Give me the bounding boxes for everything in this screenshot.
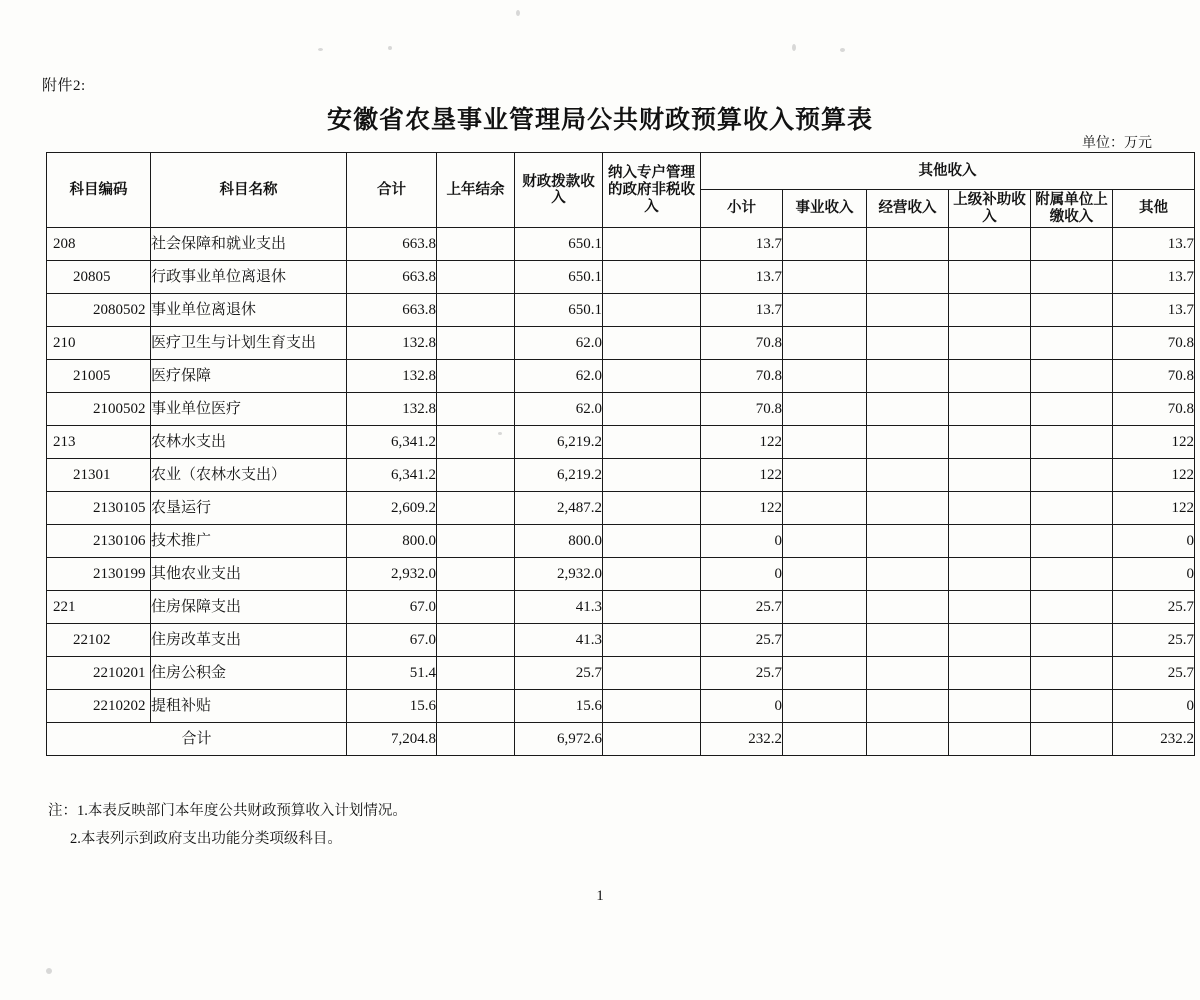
cell-nontax (603, 492, 701, 525)
cell-code: 21005 (47, 360, 151, 393)
cell-total: 663.8 (347, 261, 437, 294)
scan-speckle (388, 46, 392, 50)
cell-code: 208 (47, 228, 151, 261)
cell-subtotal: 25.7 (701, 624, 783, 657)
cell-nontax (603, 393, 701, 426)
cell-other: 122 (1113, 492, 1195, 525)
cell-career-income (783, 558, 867, 591)
table-row (47, 657, 1195, 690)
cell-operating-income (867, 657, 949, 690)
cell-total-career-income (783, 723, 867, 756)
scan-speckle (46, 968, 52, 974)
cell-attached-unit (1031, 558, 1113, 591)
cell-total-attached-unit (1031, 723, 1113, 756)
cell-name: 农林水支出 (151, 426, 347, 459)
scan-speckle (516, 10, 520, 16)
cell-subtotal: 122 (701, 459, 783, 492)
cell-appropriation: 6,219.2 (515, 459, 603, 492)
cell-career-income (783, 591, 867, 624)
cell-total: 67.0 (347, 591, 437, 624)
cell-carryover (437, 657, 515, 690)
cell-upper-subsidy (949, 261, 1031, 294)
cell-operating-income (867, 426, 949, 459)
cell-subtotal: 13.7 (701, 261, 783, 294)
cell-operating-income (867, 624, 949, 657)
cell-name: 提租补贴 (151, 690, 347, 723)
cell-upper-subsidy (949, 690, 1031, 723)
cell-attached-unit (1031, 459, 1113, 492)
cell-other: 13.7 (1113, 228, 1195, 261)
cell-attached-unit (1031, 228, 1113, 261)
cell-operating-income (867, 492, 949, 525)
cell-operating-income (867, 525, 949, 558)
cell-career-income (783, 360, 867, 393)
page-title: 安徽省农垦事业管理局公共财政预算收入预算表 (326, 107, 873, 134)
cell-subtotal: 70.8 (701, 393, 783, 426)
cell-nontax (603, 591, 701, 624)
header-appropriation: 财政拨款收入 (515, 153, 603, 228)
cell-total-appropriation: 6,972.6 (515, 723, 603, 756)
cell-other: 0 (1113, 690, 1195, 723)
budget-table (46, 152, 1195, 756)
cell-operating-income (867, 558, 949, 591)
cell-career-income (783, 228, 867, 261)
cell-nontax (603, 228, 701, 261)
cell-name: 住房改革支出 (151, 624, 347, 657)
cell-total: 132.8 (347, 393, 437, 426)
cell-total-label: 合计 (47, 723, 347, 756)
table-row (47, 558, 1195, 591)
table-row (47, 525, 1195, 558)
table-row (47, 459, 1195, 492)
cell-other: 70.8 (1113, 327, 1195, 360)
cell-other: 70.8 (1113, 393, 1195, 426)
cell-carryover (437, 492, 515, 525)
cell-career-income (783, 657, 867, 690)
cell-career-income (783, 459, 867, 492)
cell-attached-unit (1031, 294, 1113, 327)
cell-name: 农业（农林水支出） (151, 459, 347, 492)
cell-career-income (783, 294, 867, 327)
cell-code: 2210201 (47, 657, 151, 690)
cell-upper-subsidy (949, 426, 1031, 459)
table-row (47, 261, 1195, 294)
cell-total: 132.8 (347, 327, 437, 360)
cell-nontax (603, 558, 701, 591)
table-row (47, 360, 1195, 393)
cell-carryover (437, 261, 515, 294)
cell-total: 663.8 (347, 228, 437, 261)
cell-total: 6,341.2 (347, 426, 437, 459)
cell-operating-income (867, 294, 949, 327)
cell-appropriation: 800.0 (515, 525, 603, 558)
cell-name: 住房保障支出 (151, 591, 347, 624)
cell-upper-subsidy (949, 525, 1031, 558)
cell-operating-income (867, 360, 949, 393)
cell-name: 技术推广 (151, 525, 347, 558)
cell-carryover (437, 426, 515, 459)
cell-nontax (603, 360, 701, 393)
budget-table-container (46, 152, 1195, 756)
cell-attached-unit (1031, 690, 1113, 723)
cell-carryover (437, 459, 515, 492)
cell-operating-income (867, 393, 949, 426)
cell-carryover (437, 360, 515, 393)
cell-code: 2130105 (47, 492, 151, 525)
cell-appropriation: 650.1 (515, 261, 603, 294)
cell-total: 67.0 (347, 624, 437, 657)
cell-name: 医疗保障 (151, 360, 347, 393)
scan-speckle (840, 48, 845, 52)
cell-career-income (783, 327, 867, 360)
cell-other: 122 (1113, 459, 1195, 492)
header-other-income-group: 其他收入 (701, 153, 1195, 190)
table-row (47, 492, 1195, 525)
cell-upper-subsidy (949, 558, 1031, 591)
cell-attached-unit (1031, 624, 1113, 657)
header-subtotal: 小计 (701, 190, 783, 228)
cell-career-income (783, 492, 867, 525)
header-attached-unit: 附属单位上缴收入 (1031, 190, 1113, 228)
cell-attached-unit (1031, 591, 1113, 624)
cell-upper-subsidy (949, 360, 1031, 393)
cell-code: 2100502 (47, 393, 151, 426)
cell-upper-subsidy (949, 327, 1031, 360)
cell-carryover (437, 690, 515, 723)
table-row (47, 228, 1195, 261)
cell-operating-income (867, 327, 949, 360)
cell-operating-income (867, 591, 949, 624)
cell-subtotal: 70.8 (701, 327, 783, 360)
cell-code: 2210202 (47, 690, 151, 723)
cell-appropriation: 62.0 (515, 393, 603, 426)
cell-subtotal: 0 (701, 690, 783, 723)
cell-subtotal: 25.7 (701, 657, 783, 690)
cell-nontax (603, 624, 701, 657)
cell-attached-unit (1031, 492, 1113, 525)
cell-nontax (603, 294, 701, 327)
table-row (47, 294, 1195, 327)
cell-nontax (603, 327, 701, 360)
cell-other: 25.7 (1113, 624, 1195, 657)
cell-code: 22102 (47, 624, 151, 657)
cell-operating-income (867, 690, 949, 723)
cell-subtotal: 0 (701, 525, 783, 558)
cell-other: 13.7 (1113, 261, 1195, 294)
cell-code: 221 (47, 591, 151, 624)
header-operating-income: 经营收入 (867, 190, 949, 228)
cell-name: 住房公积金 (151, 657, 347, 690)
cell-total: 2,609.2 (347, 492, 437, 525)
cell-total: 15.6 (347, 690, 437, 723)
cell-total-operating-income (867, 723, 949, 756)
cell-appropriation: 62.0 (515, 360, 603, 393)
header-other: 其他 (1113, 190, 1195, 228)
cell-other: 0 (1113, 558, 1195, 591)
table-total-row (47, 723, 1195, 756)
cell-career-income (783, 525, 867, 558)
cell-other: 13.7 (1113, 294, 1195, 327)
header-code: 科目编码 (47, 153, 151, 228)
cell-upper-subsidy (949, 591, 1031, 624)
cell-career-income (783, 690, 867, 723)
table-row (47, 426, 1195, 459)
cell-appropriation: 62.0 (515, 327, 603, 360)
cell-other: 25.7 (1113, 657, 1195, 690)
cell-total: 132.8 (347, 360, 437, 393)
header-career-income: 事业收入 (783, 190, 867, 228)
cell-upper-subsidy (949, 393, 1031, 426)
unit-note: 单位：万元 (1082, 136, 1152, 151)
cell-carryover (437, 624, 515, 657)
cell-other: 0 (1113, 525, 1195, 558)
cell-nontax (603, 426, 701, 459)
cell-career-income (783, 624, 867, 657)
cell-upper-subsidy (949, 492, 1031, 525)
header-total: 合计 (347, 153, 437, 228)
cell-code: 20805 (47, 261, 151, 294)
cell-carryover (437, 558, 515, 591)
cell-appropriation: 15.6 (515, 690, 603, 723)
table-row (47, 624, 1195, 657)
cell-appropriation: 41.3 (515, 591, 603, 624)
cell-appropriation: 25.7 (515, 657, 603, 690)
cell-attached-unit (1031, 426, 1113, 459)
cell-appropriation: 6,219.2 (515, 426, 603, 459)
cell-appropriation: 650.1 (515, 294, 603, 327)
cell-total: 2,932.0 (347, 558, 437, 591)
cell-carryover (437, 393, 515, 426)
cell-carryover (437, 327, 515, 360)
cell-nontax (603, 657, 701, 690)
cell-nontax (603, 261, 701, 294)
cell-subtotal: 0 (701, 558, 783, 591)
cell-career-income (783, 393, 867, 426)
cell-code: 210 (47, 327, 151, 360)
cell-total: 663.8 (347, 294, 437, 327)
cell-upper-subsidy (949, 459, 1031, 492)
cell-name: 行政事业单位离退休 (151, 261, 347, 294)
cell-total-total: 7,204.8 (347, 723, 437, 756)
cell-carryover (437, 228, 515, 261)
cell-attached-unit (1031, 360, 1113, 393)
cell-subtotal: 13.7 (701, 228, 783, 261)
table-body (47, 228, 1195, 756)
cell-code: 213 (47, 426, 151, 459)
cell-nontax (603, 690, 701, 723)
footnote-1: 注：1.本表反映部门本年度公共财政预算收入计划情况。 (48, 803, 407, 819)
header-upper-subsidy: 上级补助收入 (949, 190, 1031, 228)
cell-total-upper-subsidy (949, 723, 1031, 756)
cell-other: 70.8 (1113, 360, 1195, 393)
cell-subtotal: 122 (701, 492, 783, 525)
cell-nontax (603, 525, 701, 558)
cell-subtotal: 70.8 (701, 360, 783, 393)
cell-name: 医疗卫生与计划生育支出 (151, 327, 347, 360)
cell-operating-income (867, 228, 949, 261)
cell-subtotal: 122 (701, 426, 783, 459)
cell-code: 2080502 (47, 294, 151, 327)
page-number: 1 (596, 888, 604, 904)
cell-name: 其他农业支出 (151, 558, 347, 591)
cell-total: 6,341.2 (347, 459, 437, 492)
cell-other: 122 (1113, 426, 1195, 459)
cell-carryover (437, 591, 515, 624)
cell-attached-unit (1031, 525, 1113, 558)
cell-appropriation: 41.3 (515, 624, 603, 657)
cell-total: 51.4 (347, 657, 437, 690)
cell-appropriation: 2,487.2 (515, 492, 603, 525)
cell-total-other: 232.2 (1113, 723, 1195, 756)
table-header (47, 153, 1195, 228)
cell-upper-subsidy (949, 657, 1031, 690)
cell-operating-income (867, 261, 949, 294)
cell-total-subtotal: 232.2 (701, 723, 783, 756)
cell-code: 2130199 (47, 558, 151, 591)
scan-speckle (792, 44, 796, 51)
table-row (47, 690, 1195, 723)
cell-appropriation: 650.1 (515, 228, 603, 261)
cell-career-income (783, 261, 867, 294)
cell-subtotal: 25.7 (701, 591, 783, 624)
attachment-label: 附件2: (42, 78, 86, 94)
cell-career-income (783, 426, 867, 459)
cell-subtotal: 13.7 (701, 294, 783, 327)
cell-attached-unit (1031, 261, 1113, 294)
cell-name: 社会保障和就业支出 (151, 228, 347, 261)
cell-upper-subsidy (949, 624, 1031, 657)
table-row (47, 327, 1195, 360)
cell-name: 农垦运行 (151, 492, 347, 525)
cell-code: 21301 (47, 459, 151, 492)
table-row (47, 591, 1195, 624)
header-name: 科目名称 (151, 153, 347, 228)
cell-total-nontax (603, 723, 701, 756)
cell-upper-subsidy (949, 228, 1031, 261)
header-carryover: 上年结余 (437, 153, 515, 228)
footnote-2: 2.本表列示到政府支出功能分类项级科目。 (70, 830, 342, 847)
footnotes (48, 798, 407, 853)
cell-operating-income (867, 459, 949, 492)
cell-total: 800.0 (347, 525, 437, 558)
cell-code: 2130106 (47, 525, 151, 558)
cell-carryover (437, 525, 515, 558)
header-nontax: 纳入专户管理的政府非税收入 (603, 153, 701, 228)
table-row (47, 393, 1195, 426)
cell-nontax (603, 459, 701, 492)
cell-attached-unit (1031, 393, 1113, 426)
cell-appropriation: 2,932.0 (515, 558, 603, 591)
cell-total-carryover (437, 723, 515, 756)
cell-name: 事业单位医疗 (151, 393, 347, 426)
cell-attached-unit (1031, 657, 1113, 690)
scan-speckle (318, 48, 323, 51)
cell-other: 25.7 (1113, 591, 1195, 624)
cell-attached-unit (1031, 327, 1113, 360)
cell-upper-subsidy (949, 294, 1031, 327)
cell-name: 事业单位离退休 (151, 294, 347, 327)
cell-carryover (437, 294, 515, 327)
